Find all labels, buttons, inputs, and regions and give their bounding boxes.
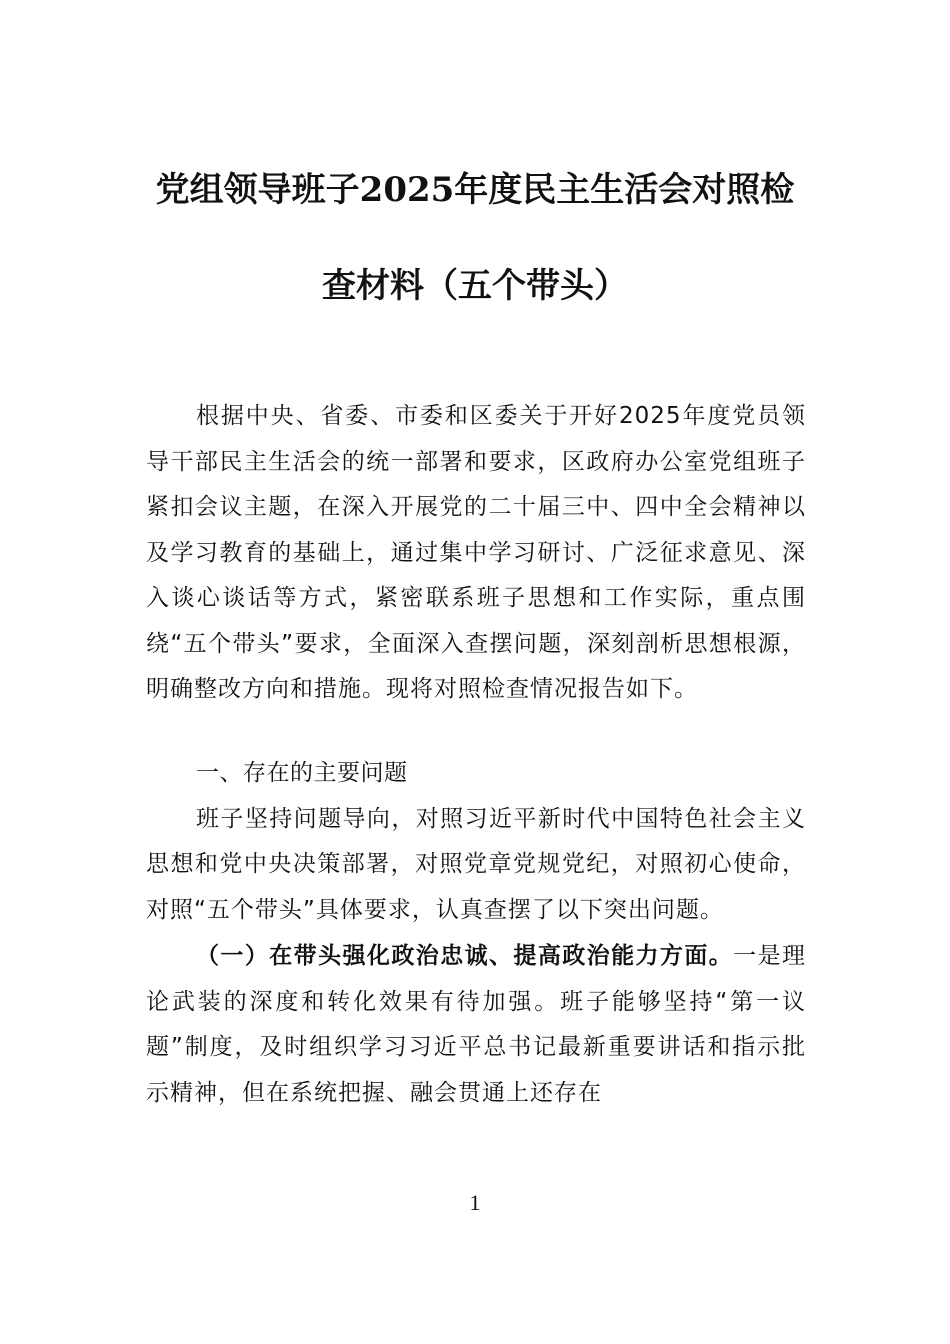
page-number: 1	[469, 1190, 481, 1215]
intro-paragraph: 根据中央、省委、市委和区委关于开好2025年度党员领导干部民主生活会的统一部署和要求，区政府办公室党组班子紧扣会议主题，在深入开展党的二十届三中、四中全会精神以及学习教育的基础上，通过集中学习研讨、广泛征求意见、深入谈心谈话等方式，紧密联系班子思想和工作实际，重点围绕“五个带头”要求，全面深入查摆问题，深刻剖析思想根源，明确整改方向和措施。现将对照检查情况报告如下。	[146, 403, 806, 702]
section-1-heading: 一、存在的主要问题	[196, 760, 408, 786]
section-1-block	[146, 751, 806, 1116]
subsection-1-heading: （一）在带头强化政治忠诚、提高政治能力方面。	[196, 942, 734, 969]
intro-block	[146, 394, 806, 713]
document-title-line-1: 党组领导班子2025年度民主生活会对照检	[155, 170, 795, 210]
section-1-paragraph: 班子坚持问题导向，对照习近平新时代中国特色社会主义思想和党中央决策部署，对照党章党规党纪，对照初心使命，对照“五个带头”具体要求，认真查摆了以下突出问题。	[146, 805, 806, 923]
subsection-1-text: 一是理论武装的深度和转化效果有待加强。班子能够坚持“第一议题”制度，及时组织学习习近平总书记最新重要讲话和指示批示精神，但在系统把握、融会贯通上还存在	[146, 943, 807, 1106]
subsection-1-paragraph	[146, 933, 806, 1116]
document-title-line-2: 查材料（五个带头）	[322, 266, 628, 306]
